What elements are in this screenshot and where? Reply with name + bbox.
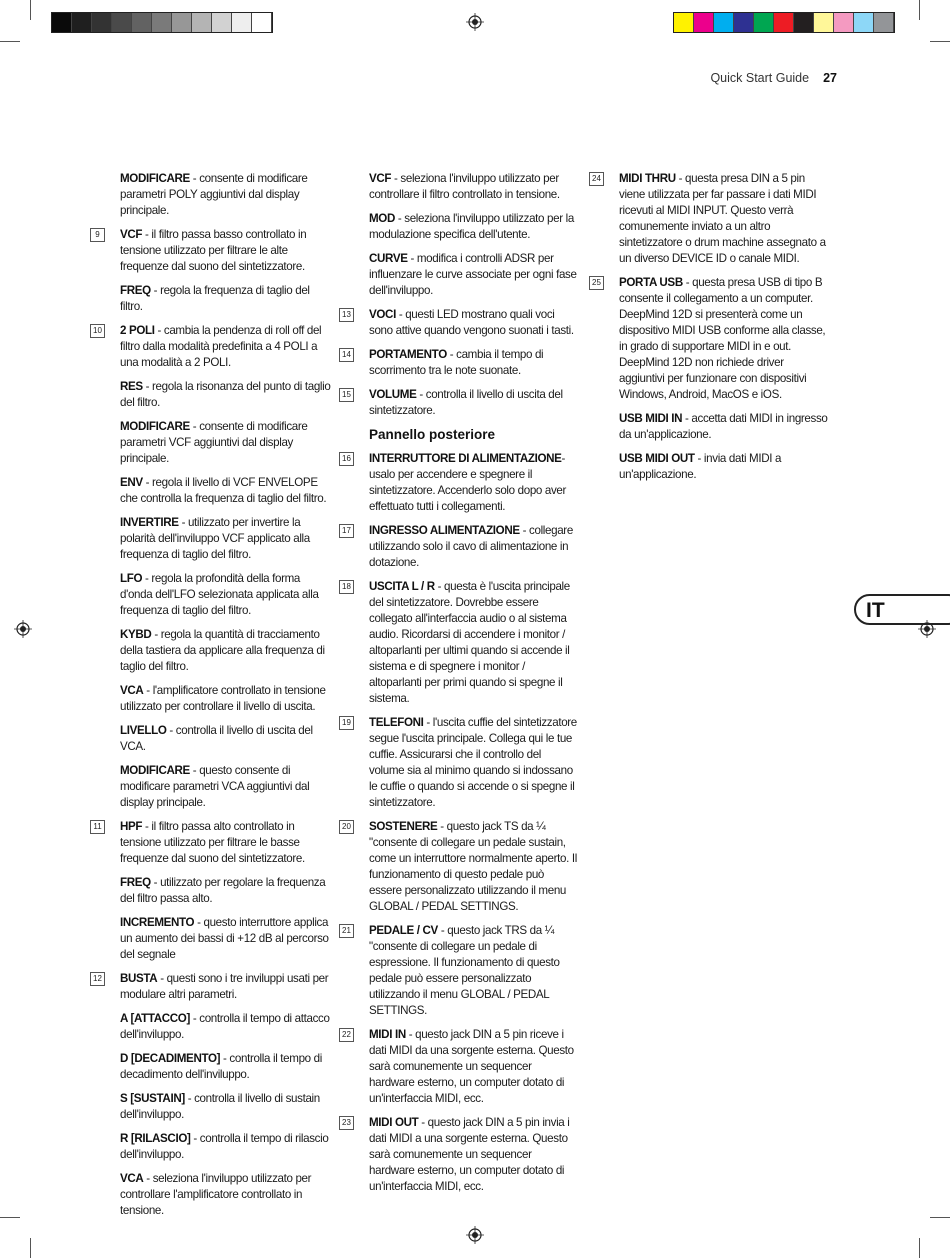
color-swatch xyxy=(854,13,874,32)
parameter-entry xyxy=(342,523,579,571)
callout-number: 19 xyxy=(339,716,354,730)
parameter-entry xyxy=(369,251,579,299)
parameter-entry xyxy=(369,171,579,203)
callout-number: 24 xyxy=(589,172,604,186)
gray-swatch xyxy=(152,13,172,32)
color-swatch xyxy=(694,13,714,32)
parameter-term: VCF xyxy=(120,228,143,241)
callout-number: 21 xyxy=(339,924,354,938)
parameter-description: - questa presa USB di tipo B consente il collegamento a un computer. DeepMind 12D si presenterà come un dispositivo MIDI USB conforme alla classe, in grado di supportare MIDI in e out. DeepMind 12D non richiede driver aggiuntivi per funzionare con dispositivi Windows, Android, MacOS e iOS. xyxy=(619,276,826,401)
callout-number: 25 xyxy=(589,276,604,290)
parameter-entry xyxy=(342,715,579,811)
color-swatch xyxy=(734,13,754,32)
color-calibration-bar xyxy=(673,12,895,33)
parameter-entry xyxy=(93,819,332,867)
parameter-term: MIDI IN xyxy=(369,1028,406,1041)
gray-swatch xyxy=(212,13,232,32)
parameter-description: - questo jack TRS da ¼ "consente di collegare un pedale di espressione. Il funzionamento di questo pedale può essere personalizzato utilizzando il menu GLOBAL / PEDAL SETTINGS. xyxy=(369,924,560,1017)
gray-swatch xyxy=(132,13,152,32)
parameter-description: - accetta dati MIDI in ingresso da un'applicazione. xyxy=(619,412,828,441)
parameter-term: USCITA L / R xyxy=(369,580,435,593)
parameter-entry xyxy=(120,1131,332,1163)
parameter-entry xyxy=(120,723,332,755)
callout-number: 9 xyxy=(90,228,105,242)
parameter-description: - seleziona l'inviluppo utilizzato per la modulazione specifica dell'utente. xyxy=(369,212,574,241)
parameter-entry xyxy=(120,379,332,411)
parameter-term: PEDALE / CV xyxy=(369,924,438,937)
registration-mark-icon xyxy=(14,620,32,638)
parameter-term: INVERTIRE xyxy=(120,516,179,529)
parameter-entry xyxy=(619,451,831,483)
parameter-entry xyxy=(342,451,579,515)
parameter-term: INGRESSO ALIMENTAZIONE xyxy=(369,524,520,537)
parameter-description: - utilizzato per invertire la polarità dell'inviluppo VCF applicato alla frequenza di taglio del filtro. xyxy=(120,516,310,561)
parameter-entry xyxy=(120,1051,332,1083)
callout-number: 20 xyxy=(339,820,354,834)
parameter-term: D [DECADIMENTO] xyxy=(120,1052,221,1065)
gray-swatch xyxy=(72,13,92,32)
parameter-description: - l'amplificatore controllato in tensione utilizzato per controllare il livello di uscita. xyxy=(120,684,326,713)
parameter-entry xyxy=(342,307,579,339)
parameter-description: - questi sono i tre inviluppi usati per modulare altri parametri. xyxy=(120,972,329,1001)
crop-mark xyxy=(930,1217,950,1218)
color-swatch xyxy=(674,13,694,32)
parameter-entry xyxy=(120,875,332,907)
parameter-description: - regola la risonanza del punto di taglio del filtro. xyxy=(120,380,331,409)
callout-number: 17 xyxy=(339,524,354,538)
callout-number: 15 xyxy=(339,388,354,402)
parameter-term: VOLUME xyxy=(369,388,417,401)
color-swatch xyxy=(714,13,734,32)
parameter-description: - controlla il livello di uscita del VCA. xyxy=(120,724,313,753)
crop-mark xyxy=(919,1238,920,1258)
parameter-entry xyxy=(342,579,579,707)
section-heading: Pannello posteriore xyxy=(369,427,496,442)
parameter-description: - cambia il tempo di scorrimento tra le note suonate. xyxy=(369,348,544,377)
parameter-term: R [RILASCIO] xyxy=(120,1132,191,1145)
parameter-entry xyxy=(120,515,332,563)
parameter-entry xyxy=(592,171,831,267)
parameter-term: TELEFONI xyxy=(369,716,424,729)
parameter-entry xyxy=(342,1027,579,1107)
parameter-description: - controlla il tempo di decadimento dell'inviluppo. xyxy=(120,1052,322,1081)
parameter-description: - controlla il tempo di rilascio dell'inviluppo. xyxy=(120,1132,329,1161)
crop-mark xyxy=(30,0,31,20)
parameter-term: PORTAMENTO xyxy=(369,348,447,361)
grayscale-calibration-bar xyxy=(51,12,273,33)
parameter-entry xyxy=(120,475,332,507)
parameter-description: - l'uscita cuffie del sintetizzatore segue l'uscita principale. Collega qui le tue cuffie. Assicurarsi che il controllo del volume sia al minimo quando si indossano le cuffie o quando si accende o si spegne il sintetizzatore. xyxy=(369,716,577,809)
crop-mark xyxy=(919,0,920,20)
parameter-description: - questo jack TS da ¼ "consente di collegare un pedale sustain, come un interruttore normalmente aperto. Il funzionamento di questo pedale può essere personalizzato utilizzando il menu GLOBAL / PEDAL SETTINGS. xyxy=(369,820,577,913)
parameter-description: - controlla il tempo di attacco dell'inviluppo. xyxy=(120,1012,330,1041)
parameter-term: MODIFICARE xyxy=(120,420,190,433)
gray-swatch xyxy=(232,13,252,32)
parameter-term: MIDI OUT xyxy=(369,1116,419,1129)
parameter-description: - consente di modificare parametri VCF aggiuntivi dal display principale. xyxy=(120,420,308,465)
parameter-entry xyxy=(342,347,579,379)
parameter-term: MODIFICARE xyxy=(120,172,190,185)
parameter-term: FREQ xyxy=(120,876,151,889)
registration-mark-icon xyxy=(466,1226,484,1244)
parameter-term: CURVE xyxy=(369,252,408,265)
parameter-entry xyxy=(342,819,579,915)
parameter-description: - questi LED mostrano quali voci sono attive quando vengono suonati i tasti. xyxy=(369,308,574,337)
gray-swatch xyxy=(172,13,192,32)
color-swatch xyxy=(834,13,854,32)
parameter-entry xyxy=(95,227,332,275)
crop-mark xyxy=(0,41,20,42)
gray-swatch xyxy=(52,13,72,32)
parameter-entry xyxy=(120,627,332,675)
parameter-entry xyxy=(120,171,332,219)
gray-swatch xyxy=(112,13,132,32)
parameter-entry xyxy=(120,915,332,963)
parameter-entry xyxy=(369,211,579,243)
parameter-description: - modifica i controlli ADSR per influenzare le curve associate per ogni fase dell'inviluppo. xyxy=(369,252,577,297)
callout-number: 23 xyxy=(339,1116,354,1130)
color-swatch xyxy=(754,13,774,32)
parameter-term: LIVELLO xyxy=(120,724,167,737)
column-2 xyxy=(342,171,579,1203)
parameter-description: - collegare utilizzando solo il cavo di alimentazione in dotazione. xyxy=(369,524,573,569)
parameter-entry xyxy=(120,763,332,811)
parameter-description: - il filtro passa basso controllato in tensione utilizzato per filtrare le alte frequenze dal suono del sintetizzatore. xyxy=(120,228,307,273)
callout-number: 11 xyxy=(90,820,105,834)
parameter-entry xyxy=(120,1011,332,1043)
parameter-description: - questo jack DIN a 5 pin riceve i dati MIDI da una sorgente esterna. Questo sarà comunemente un sequencer hardware esterno, un computer dotato di un'interfaccia MIDI, ecc. xyxy=(369,1028,574,1105)
color-swatch xyxy=(814,13,834,32)
page-number: 27 xyxy=(823,71,837,85)
registration-mark-icon xyxy=(466,13,484,31)
callout-number: 16 xyxy=(339,452,354,466)
parameter-term: SOSTENERE xyxy=(369,820,438,833)
gray-swatch xyxy=(192,13,212,32)
parameter-description: - usalo per accendere e spegnere il sintetizzatore. Accenderlo solo dopo aver effettuato tutti i collegamenti. xyxy=(369,452,567,513)
color-swatch xyxy=(774,13,794,32)
parameter-entry xyxy=(120,571,332,619)
column-3 xyxy=(592,171,831,491)
parameter-term: VCA xyxy=(120,1172,144,1185)
parameter-entry xyxy=(93,971,332,1003)
parameter-term: MOD xyxy=(369,212,395,225)
crop-mark xyxy=(930,41,950,42)
language-tab xyxy=(854,594,950,625)
callout-number: 12 xyxy=(90,972,105,986)
page-header xyxy=(710,71,837,85)
color-swatch xyxy=(794,13,814,32)
parameter-entry xyxy=(342,1115,579,1195)
parameter-description: - regola la profondità della forma d'onda dell'LFO selezionata applicata alla frequenza di taglio del filtro. xyxy=(120,572,319,617)
parameter-description: - regola la frequenza di taglio del filtro. xyxy=(120,284,310,313)
parameter-description: - controlla il livello di uscita del sintetizzatore. xyxy=(369,388,563,417)
parameter-term: PORTA USB xyxy=(619,276,683,289)
parameter-term: USB MIDI OUT xyxy=(619,452,695,465)
parameter-entry xyxy=(120,419,332,467)
parameter-entry xyxy=(120,1171,332,1219)
guide-title: Quick Start Guide xyxy=(710,71,810,85)
parameter-description: - questa è l'uscita principale del sintetizzatore. Dovrebbe essere collegato all'interfaccia audio o al sistema audio. Ricordarsi di accendere i monitor / altoparlanti per ultimi quando si accende il sistema e di spegnere i monitor / altoparlanti per primi quando si spegne il sistema. xyxy=(369,580,570,705)
parameter-term: INTERRUTTORE DI ALIMENTAZIONE xyxy=(369,452,562,465)
column-1 xyxy=(93,171,332,1227)
language-code: IT xyxy=(866,599,885,622)
parameter-entry xyxy=(592,275,831,403)
parameter-term: BUSTA xyxy=(120,972,158,985)
parameter-term: LFO xyxy=(120,572,143,585)
parameter-term: VCA xyxy=(120,684,144,697)
parameter-term: KYBD xyxy=(120,628,152,641)
parameter-description: - il filtro passa alto controllato in tensione utilizzato per filtrare le basse frequenze dal suono del sintetizzatore. xyxy=(120,820,305,865)
gray-swatch xyxy=(92,13,112,32)
color-swatch xyxy=(874,13,894,32)
parameter-entry xyxy=(342,387,579,419)
parameter-description: - utilizzato per regolare la frequenza del filtro passa alto. xyxy=(120,876,326,905)
crop-mark xyxy=(0,1217,20,1218)
parameter-term: FREQ xyxy=(120,284,151,297)
parameter-description: - controlla il livello di sustain dell'inviluppo. xyxy=(120,1092,320,1121)
parameter-entry xyxy=(120,1091,332,1123)
parameter-entry xyxy=(619,411,831,443)
parameter-term: HPF xyxy=(120,820,143,833)
callout-number: 18 xyxy=(339,580,354,594)
parameter-description: - questo consente di modificare parametri VCA aggiuntivi dal display principale. xyxy=(120,764,310,809)
parameter-description: - questa presa DIN a 5 pin viene utilizzata per far passare i dati MIDI ricevuti al MIDI INPUT. Questo verrà comunemente inviato a un altro sintetizzatore o drum machine assegnato a un diverso DEVICE ID o canale MIDI. xyxy=(619,172,826,265)
callout-number: 22 xyxy=(339,1028,354,1042)
parameter-term: VCF xyxy=(369,172,392,185)
parameter-term: USB MIDI IN xyxy=(619,412,683,425)
parameter-term: RES xyxy=(120,380,143,393)
parameter-term: A [ATTACCO] xyxy=(120,1012,190,1025)
parameter-entry xyxy=(120,683,332,715)
crop-mark xyxy=(30,1238,31,1258)
parameter-term: MODIFICARE xyxy=(120,764,190,777)
parameter-description: - questo interruttore applica un aumento dei bassi di +12 dB al percorso del segnale xyxy=(120,916,329,961)
parameter-entry xyxy=(93,323,332,371)
parameter-description: - questo jack DIN a 5 pin invia i dati MIDI a una sorgente esterna. Questo sarà comunemente un sequencer hardware esterno, un computer dotato di un'interfaccia MIDI, ecc. xyxy=(369,1116,570,1193)
parameter-description: - seleziona l'inviluppo utilizzato per controllare il filtro controllato in tensione. xyxy=(369,172,560,201)
callout-number: 10 xyxy=(90,324,105,338)
parameter-description: - cambia la pendenza di roll off del filtro dalla modalità predefinita a 4 POLI a una modalità a 2 POLI. xyxy=(120,324,322,369)
gray-swatch xyxy=(252,13,272,32)
parameter-description: - regola la quantità di tracciamento della tastiera da applicare alla frequenza di taglio del filtro. xyxy=(120,628,325,673)
parameter-description: - consente di modificare parametri POLY aggiuntivi dal display principale. xyxy=(120,172,308,217)
callout-number: 13 xyxy=(339,308,354,322)
parameter-term: INCREMENTO xyxy=(120,916,195,929)
parameter-entry xyxy=(120,283,332,315)
parameter-term: 2 POLI xyxy=(120,324,155,337)
callout-number: 14 xyxy=(339,348,354,362)
parameter-description: - regola il livello di VCF ENVELOPE che controlla la frequenza di taglio del filtro. xyxy=(120,476,327,505)
parameter-description: - invia dati MIDI a un'applicazione. xyxy=(619,452,782,481)
parameter-term: S [SUSTAIN] xyxy=(120,1092,185,1105)
parameter-term: VOCI xyxy=(369,308,396,321)
parameter-entry xyxy=(342,923,579,1019)
parameter-term: ENV xyxy=(120,476,143,489)
parameter-term: MIDI THRU xyxy=(619,172,676,185)
parameter-description: - seleziona l'inviluppo utilizzato per controllare l'amplificatore controllato in tensione. xyxy=(120,1172,312,1217)
